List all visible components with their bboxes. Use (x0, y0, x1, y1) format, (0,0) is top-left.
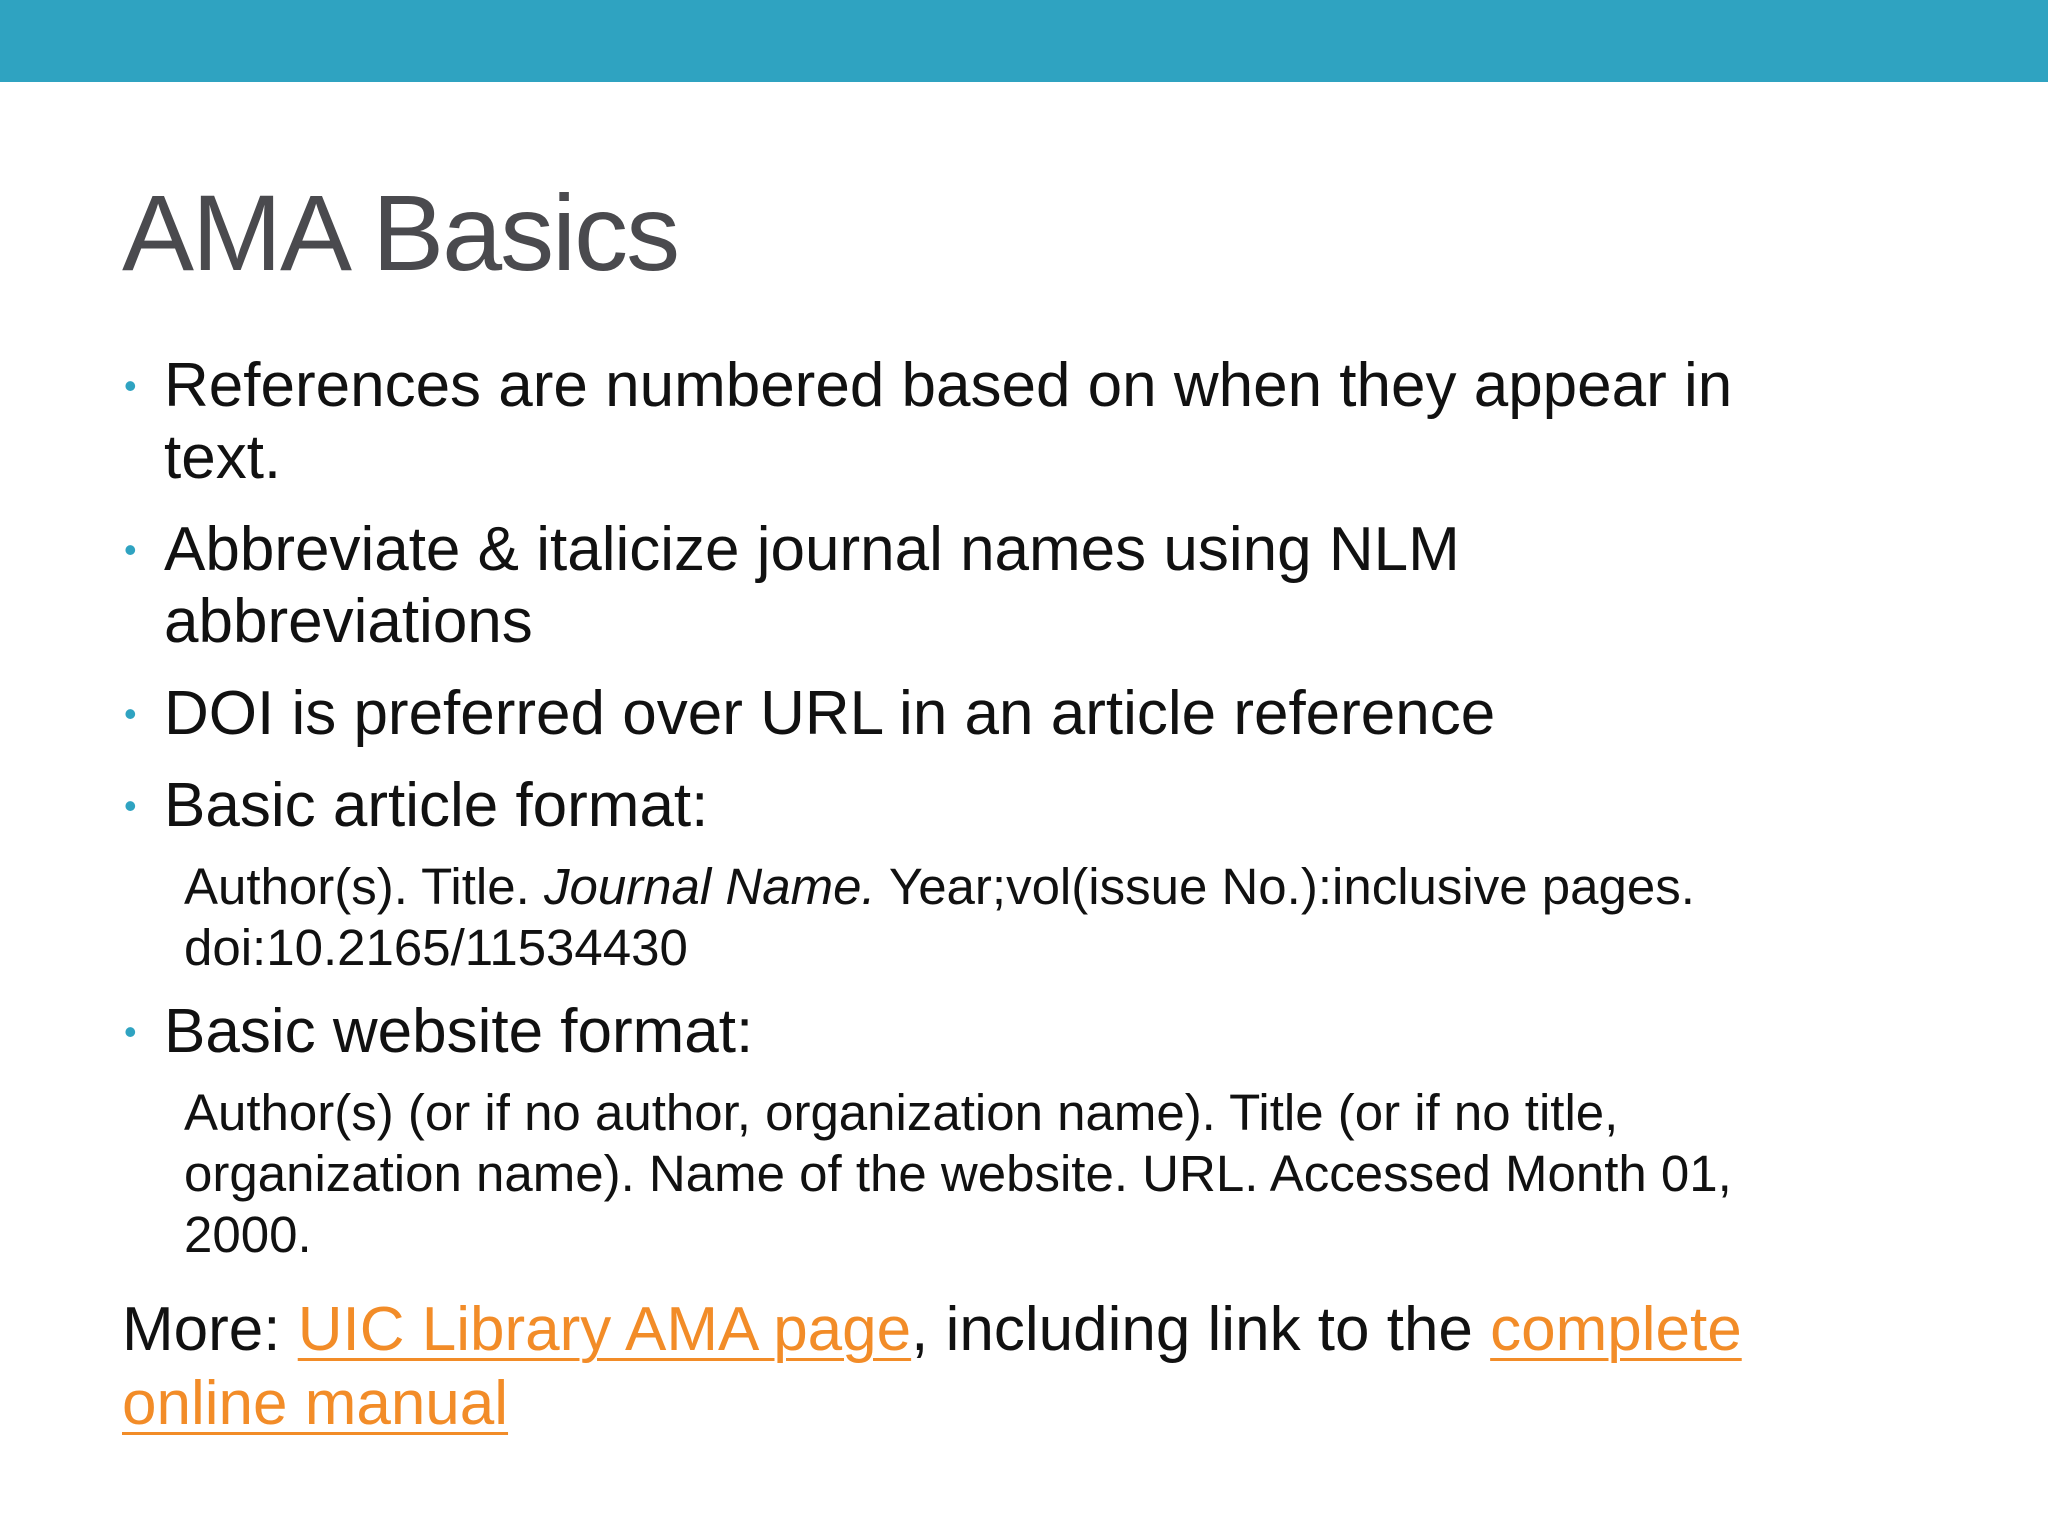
bullet-text: Basic article format: (164, 771, 709, 840)
bullet-text: References are numbered based on when they appear in (164, 351, 1733, 420)
bullet-text-continued: text. (164, 423, 282, 492)
bullet-dot: • (124, 1011, 137, 1052)
complete-online-manual-link-continued[interactable]: online manual (122, 1369, 509, 1438)
bullet-dot: • (124, 785, 137, 826)
article-format-journal: Journal Name. (543, 858, 876, 915)
article-format-doi: doi:10.2165/11534430 (184, 919, 688, 976)
bullet-references-numbered (122, 350, 1944, 494)
article-format-line (184, 856, 1964, 917)
bullet-text: Basic website format: (164, 997, 754, 1066)
more-resources (122, 1293, 1922, 1441)
website-format-example (122, 1082, 1964, 1265)
bullet-text: Abbreviate & italicize journal names using NLM (164, 515, 1460, 584)
bullet-text: DOI is preferred over URL in an article reference (164, 679, 1496, 748)
article-format-example (122, 856, 1964, 978)
header-bar (0, 0, 2048, 82)
more-prefix: More: (122, 1295, 298, 1364)
more-line-1 (122, 1293, 1922, 1367)
more-line-2 (122, 1367, 1922, 1441)
website-format-line-1: Author(s) (or if no author, organization name). Title (or if no title, (184, 1084, 1619, 1141)
bullet-article-format (122, 770, 1944, 842)
bullet-dot: • (124, 529, 137, 570)
bullet-dot: • (124, 693, 137, 734)
bullet-website-format (122, 996, 1944, 1068)
article-format-suffix: Year;vol(issue No.):inclusive pages. (875, 858, 1695, 915)
slide-body (122, 350, 1922, 1441)
bullet-text-continued: abbreviations (164, 587, 533, 656)
uic-library-ama-link[interactable]: UIC Library AMA page (297, 1295, 912, 1364)
article-format-prefix: Author(s). Title. (184, 858, 544, 915)
complete-online-manual-link[interactable]: complete (1490, 1295, 1742, 1364)
slide-title: AMA Basics (122, 172, 679, 293)
website-format-line-2: organization name). Name of the website. URL. Accessed Month 01, (184, 1145, 1732, 1202)
bullet-dot: • (124, 365, 137, 406)
website-format-line-3: 2000. (184, 1206, 312, 1263)
bullet-abbreviate-journals (122, 514, 1944, 658)
bullet-doi-preferred (122, 678, 1944, 750)
more-middle: , including link to the (911, 1295, 1491, 1364)
